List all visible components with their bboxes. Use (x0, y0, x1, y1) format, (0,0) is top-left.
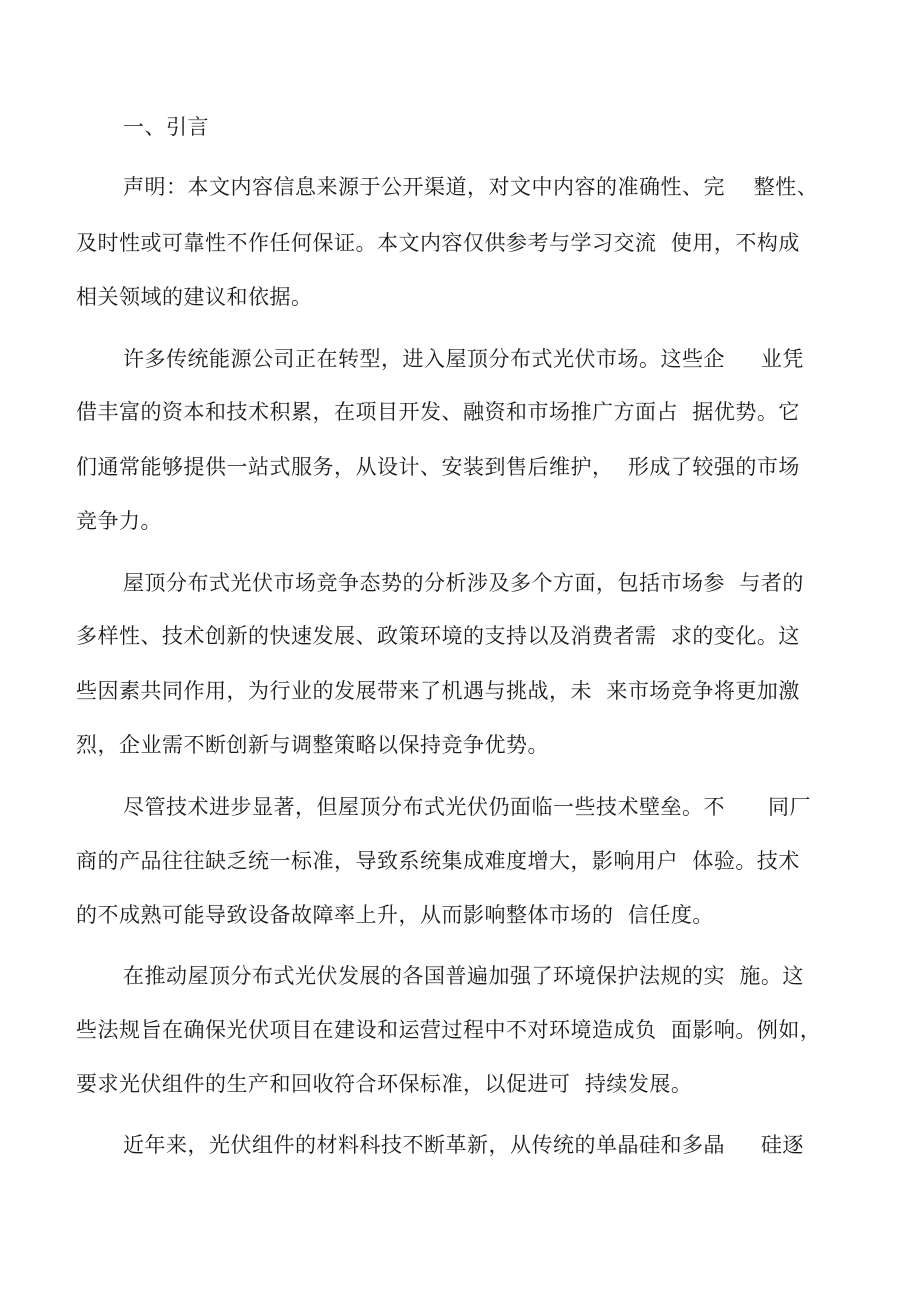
paragraph-line: 些法规旨在确保光伏项目在建设和运营过程中不对环境造成负 面影响。例如， (76, 1018, 822, 1042)
paragraph-line: 声明：本文内容信息来源于公开渠道，对文中内容的准确性、完 整性、 (123, 175, 819, 199)
paragraph-line: 在推动屋顶分布式光伏发展的各国普遍加强了环境保护法规的实 施。这 (123, 964, 804, 988)
paragraph-line: 借丰富的资本和技术积累，在项目开发、融资和市场推广方面占 据优势。它 (76, 400, 800, 424)
paragraph-line: 屋顶分布式光伏市场竞争态势的分析涉及多个方面，包括市场参 与者的 (123, 571, 804, 595)
paragraph-line: 许多传统能源公司正在转型，进入屋顶分布式光伏市场。这些企 业凭 (123, 347, 804, 371)
paragraph-line: 要求光伏组件的生产和回收符合环保标准，以促进可 持续发展。 (76, 1072, 693, 1096)
paragraph-line: 些因素共同作用，为行业的发展带来了机遇与挑战，未 来市场竞争将更加激 (76, 679, 800, 703)
paragraph-line: 的不成熟可能导致设备故障率上升，从而影响整体市场的 信任度。 (76, 903, 714, 927)
paragraph-line: 尽管技术进步显著，但屋顶分布式光伏仍面临一些技术壁垒。不 同厂 (123, 795, 812, 819)
paragraph-line: 烈，企业需不断创新与调整策略以保持竞争优势。 (76, 733, 549, 757)
paragraph-line: 近年来，光伏组件的材料科技不断革新，从传统的单晶硅和多晶 硅逐 (123, 1133, 804, 1157)
paragraph-line: 多样性、技术创新的快速发展、政策环境的支持以及消费者需 求的变化。这 (76, 624, 800, 648)
paragraph-line: 相关领域的建议和依据。 (76, 285, 313, 309)
paragraph-line: 商的产品往往缺乏统一标准，导致系统集成难度增大，影响用户 体验。技术 (76, 849, 800, 873)
paragraph-line: 及时性或可靠性不作任何保证。本文内容仅供参考与学习交流 使用，不构成 (76, 231, 800, 255)
paragraph-line: 竞争力。 (76, 509, 162, 533)
paragraph-line: 们通常能够提供一站式服务，从设计、安装到售后维护， 形成了较强的市场 (76, 455, 800, 479)
section-heading: 一、引言 (123, 115, 209, 139)
